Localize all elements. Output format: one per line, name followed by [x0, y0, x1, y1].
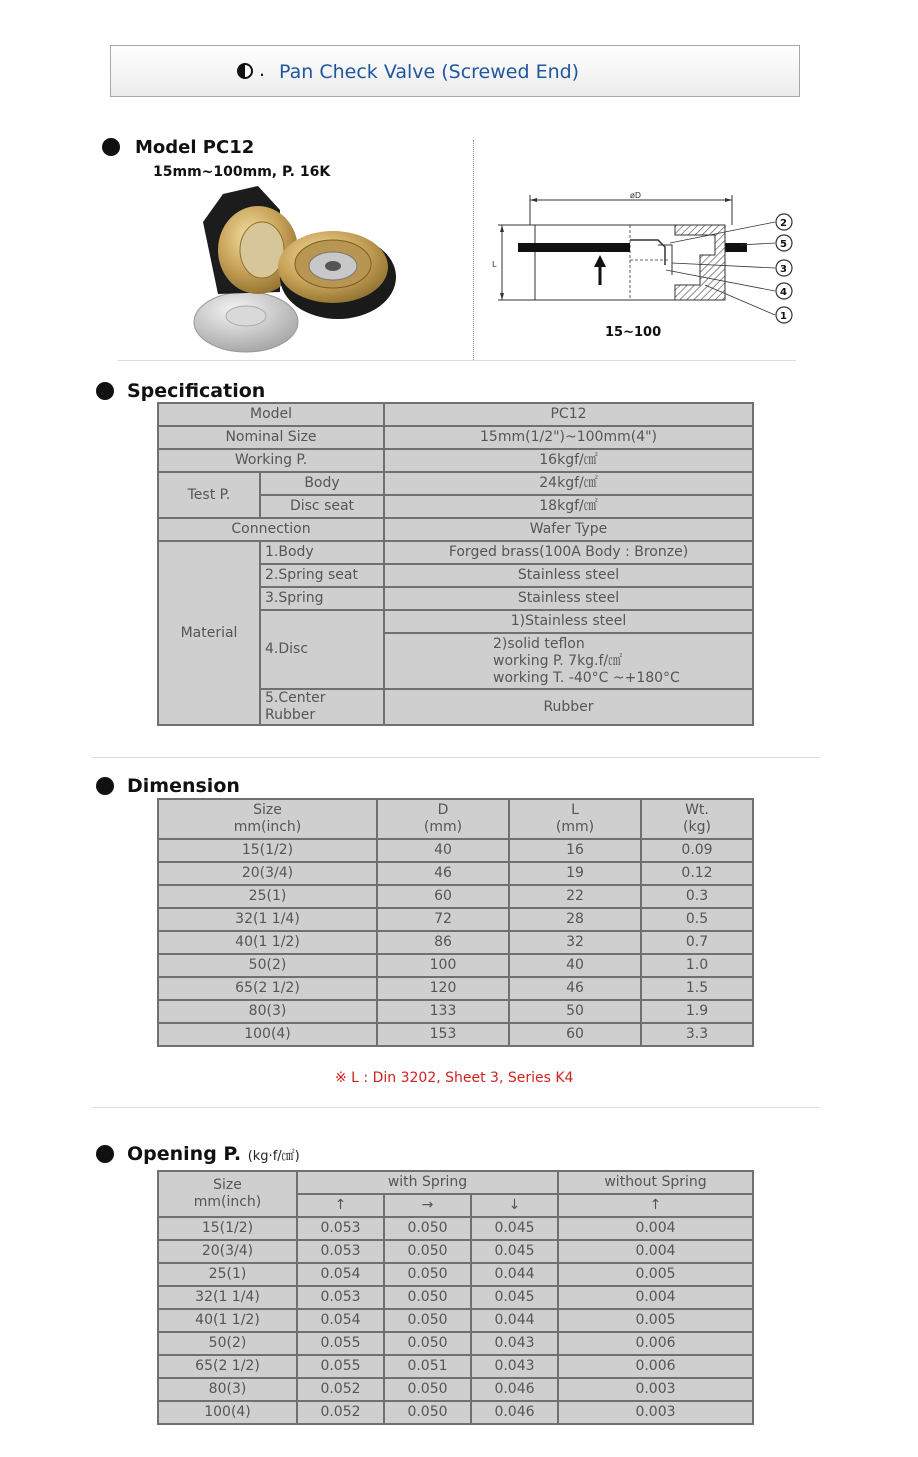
table-cell: 46 [509, 977, 641, 1000]
spec-value: PC12 [384, 403, 753, 426]
table-row [158, 1217, 753, 1240]
table-cell: 0.003 [558, 1401, 753, 1424]
table-row [158, 403, 753, 426]
table-row [158, 799, 753, 839]
table-row [158, 954, 753, 977]
table-cell: 0.052 [297, 1401, 384, 1424]
table-cell: 40 [509, 954, 641, 977]
table-cell: 0.005 [558, 1309, 753, 1332]
bullet-icon [96, 777, 114, 795]
table-cell: 19 [509, 862, 641, 885]
table-cell: 3.3 [641, 1023, 753, 1046]
table-cell: 0.043 [471, 1355, 558, 1378]
table-cell: 32(1 1/4) [158, 908, 377, 931]
table-row [158, 1000, 753, 1023]
specification-table [157, 402, 754, 726]
text-line: mm(inch) [193, 1194, 262, 1210]
spec-value: 24kgf/㎠ [384, 472, 753, 495]
table-cell: 120 [377, 977, 509, 1000]
table-cell: 72 [377, 908, 509, 931]
table-row [158, 1286, 753, 1309]
table-cell: 0.004 [558, 1286, 753, 1309]
spec-sublabel: 1.Body [260, 541, 384, 564]
table-cell: 0.004 [558, 1217, 753, 1240]
dimension-header [509, 799, 641, 839]
table-cell: 22 [509, 885, 641, 908]
table-cell: 28 [509, 908, 641, 931]
table-cell: 0.045 [471, 1286, 558, 1309]
spec-value: Forged brass(100A Body : Bronze) [384, 541, 753, 564]
table-cell: 0.004 [558, 1240, 753, 1263]
table-row [158, 885, 753, 908]
table-cell: 0.050 [384, 1286, 471, 1309]
spec-value: Stainless steel [384, 564, 753, 587]
spec-label: Test P. [158, 472, 260, 518]
text-line: (mm) [423, 819, 463, 835]
table-cell: 25(1) [158, 1263, 297, 1286]
spec-label: Material [158, 541, 260, 725]
table-row [158, 1378, 753, 1401]
table-cell: 0.054 [297, 1309, 384, 1332]
table-cell: 0.052 [297, 1378, 384, 1401]
table-row [158, 1355, 753, 1378]
page-title: Pan Check Valve (Screwed End) [279, 61, 580, 83]
table-cell: 0.006 [558, 1355, 753, 1378]
table-cell: 16 [509, 839, 641, 862]
table-cell: 0.050 [384, 1263, 471, 1286]
spec-value: Wafer Type [384, 518, 753, 541]
divider [118, 360, 796, 361]
table-cell: 80(3) [158, 1000, 377, 1023]
spec-value: 1)Stainless steel [384, 610, 753, 633]
table-row [158, 931, 753, 954]
table-cell: 0.044 [471, 1309, 558, 1332]
table-cell: 153 [377, 1023, 509, 1046]
table-cell: 0.046 [471, 1401, 558, 1424]
divider [92, 1107, 820, 1108]
arrow-down-icon: ↓ [471, 1194, 558, 1217]
table-cell: 1.5 [641, 977, 753, 1000]
opening-size-header [158, 1171, 297, 1217]
table-cell: 0.051 [384, 1355, 471, 1378]
bullet-icon [96, 1145, 114, 1163]
dimension-title: Dimension [127, 775, 240, 797]
table-cell: 0.003 [558, 1378, 753, 1401]
spec-value: 18kgf/㎠ [384, 495, 753, 518]
table-cell: 0.046 [471, 1378, 558, 1401]
dimension-header [641, 799, 753, 839]
text-line: Size [253, 802, 282, 818]
table-row [158, 449, 753, 472]
table-cell: 15(1/2) [158, 839, 377, 862]
size-range-label: 15~100 [605, 325, 662, 340]
table-cell: 100(4) [158, 1023, 377, 1046]
callout: 2 [780, 218, 787, 229]
text-line: Size [213, 1177, 242, 1193]
table-row [158, 839, 753, 862]
table-cell: 100 [377, 954, 509, 977]
arrow-up-icon: ↑ [558, 1194, 753, 1217]
valve-drawing [490, 185, 810, 350]
table-cell: 0.055 [297, 1332, 384, 1355]
table-row [158, 426, 753, 449]
half-circle-icon [237, 63, 253, 79]
spec-label: Connection [158, 518, 384, 541]
table-cell: 86 [377, 931, 509, 954]
table-cell: 0.09 [641, 839, 753, 862]
table-cell: 0.054 [297, 1263, 384, 1286]
table-row [158, 472, 753, 495]
table-cell: 133 [377, 1000, 509, 1023]
bullet-icon [102, 138, 120, 156]
diameter-label: øD [630, 191, 642, 200]
bullet-icon [96, 382, 114, 400]
spec-label: Working P. [158, 449, 384, 472]
table-cell: 40(1 1/2) [158, 931, 377, 954]
table-row [158, 1023, 753, 1046]
table-cell: 0.7 [641, 931, 753, 954]
spec-label: Model [158, 403, 384, 426]
table-cell: 0.050 [384, 1378, 471, 1401]
with-spring-header: with Spring [297, 1171, 558, 1194]
table-cell: 20(3/4) [158, 1240, 297, 1263]
text-line: Opening P. [127, 1143, 242, 1165]
table-cell: 50 [509, 1000, 641, 1023]
divider [92, 757, 820, 758]
table-row [158, 977, 753, 1000]
table-cell: 0.045 [471, 1240, 558, 1263]
table-cell: 40(1 1/2) [158, 1309, 297, 1332]
table-cell: 0.045 [471, 1217, 558, 1240]
table-row [158, 1263, 753, 1286]
table-cell: 60 [509, 1023, 641, 1046]
text-line: (kg) [683, 819, 711, 835]
table-row [158, 1240, 753, 1263]
table-row [158, 862, 753, 885]
spec-line: working T. -40°C ~+180°C [493, 669, 680, 686]
table-cell: 0.006 [558, 1332, 753, 1355]
table-cell: 0.053 [297, 1240, 384, 1263]
table-cell: 20(3/4) [158, 862, 377, 885]
spec-label: Nominal Size [158, 426, 384, 449]
table-cell: 0.5 [641, 908, 753, 931]
spec-value: 15mm(1/2")~100mm(4") [384, 426, 753, 449]
table-cell: 50(2) [158, 1332, 297, 1355]
model-title: Model PC12 [135, 137, 255, 158]
model-range: 15mm~100mm, P. 16K [153, 164, 331, 180]
table-cell: 0.005 [558, 1263, 753, 1286]
callout: 4 [780, 287, 787, 298]
table-cell: 65(2 1/2) [158, 1355, 297, 1378]
spec-value-multi [384, 633, 753, 689]
table-cell: 0.043 [471, 1332, 558, 1355]
spec-line: working P. 7kg.f/㎠ [493, 652, 623, 669]
callout: 1 [780, 311, 787, 322]
table-cell: 0.050 [384, 1332, 471, 1355]
table-cell: 100(4) [158, 1401, 297, 1424]
table-row [158, 1171, 753, 1194]
table-cell: 50(2) [158, 954, 377, 977]
spec-sublabel: 5.Center Rubber [260, 689, 384, 725]
table-cell: 0.053 [297, 1286, 384, 1309]
dimension-header [377, 799, 509, 839]
table-cell: 0.050 [384, 1217, 471, 1240]
table-cell: 0.3 [641, 885, 753, 908]
table-cell: 46 [377, 862, 509, 885]
title-dot: . [259, 59, 266, 81]
text-line: Wt. [685, 802, 709, 818]
table-row [158, 1332, 753, 1355]
opening-unit: (kg·f/㎠) [247, 1149, 300, 1164]
text-line: mm(inch) [233, 819, 302, 835]
opening-title [127, 1143, 300, 1165]
opening-table [157, 1170, 754, 1425]
without-spring-header: without Spring [558, 1171, 753, 1194]
spec-value: Stainless steel [384, 587, 753, 610]
spec-sublabel: 3.Spring [260, 587, 384, 610]
spec-sublabel: 2.Spring seat [260, 564, 384, 587]
dimension-note: ※ L : Din 3202, Sheet 3, Series K4 [335, 1070, 574, 1086]
specification-title: Specification [127, 380, 266, 402]
table-cell: 0.044 [471, 1263, 558, 1286]
spec-line: 2)solid teflon [493, 635, 585, 652]
table-cell: 1.9 [641, 1000, 753, 1023]
table-row [158, 1309, 753, 1332]
table-cell: 25(1) [158, 885, 377, 908]
arrow-right-icon: → [384, 1194, 471, 1217]
table-cell: 0.053 [297, 1217, 384, 1240]
spec-sublabel: Body [260, 472, 384, 495]
text-line: D [437, 802, 449, 818]
length-label: L [492, 260, 497, 269]
table-cell: 0.050 [384, 1309, 471, 1332]
table-row [158, 908, 753, 931]
callout: 3 [780, 264, 787, 275]
table-cell: 0.12 [641, 862, 753, 885]
text-line: (mm) [555, 819, 595, 835]
spec-sublabel: Disc seat [260, 495, 384, 518]
spec-sublabel: 4.Disc [260, 610, 384, 689]
dimension-table [157, 798, 754, 1047]
table-cell: 0.050 [384, 1240, 471, 1263]
arrow-up-icon: ↑ [297, 1194, 384, 1217]
table-cell: 65(2 1/2) [158, 977, 377, 1000]
table-cell: 80(3) [158, 1378, 297, 1401]
callout: 5 [780, 239, 787, 250]
title-banner [110, 45, 800, 97]
table-row [158, 1401, 753, 1424]
dimension-header [158, 799, 377, 839]
table-cell: 32 [509, 931, 641, 954]
table-cell: 0.050 [384, 1401, 471, 1424]
spec-value: 16kgf/㎠ [384, 449, 753, 472]
table-row [158, 541, 753, 564]
valve-photo [188, 182, 403, 357]
table-cell: 1.0 [641, 954, 753, 977]
separator [473, 140, 474, 360]
table-cell: 60 [377, 885, 509, 908]
table-cell: 40 [377, 839, 509, 862]
text-line: L [571, 802, 579, 818]
table-cell: 0.055 [297, 1355, 384, 1378]
spec-value: Rubber [384, 689, 753, 725]
table-cell: 32(1 1/4) [158, 1286, 297, 1309]
table-cell: 15(1/2) [158, 1217, 297, 1240]
table-row [158, 518, 753, 541]
